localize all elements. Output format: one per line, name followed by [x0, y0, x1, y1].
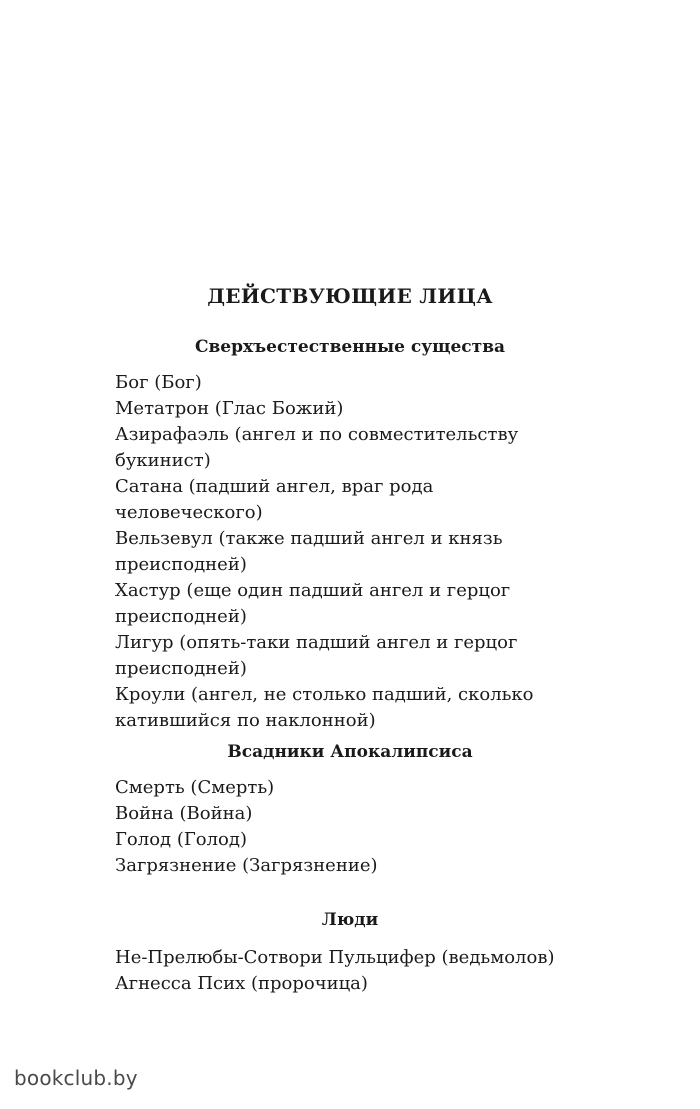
list-item: Кроули (ангел, не столько падший, сколько катившийся по наклонной) [115, 684, 534, 731]
section-heading-people: Люди [321, 910, 379, 930]
list-item: Бог (Бог) [115, 372, 202, 393]
list-item: Агнесса Псих (пророчица) [115, 973, 368, 994]
list-item: Голод (Голод) [115, 829, 247, 850]
list-item: Хастур (еще один падший ангел и герцог преисподней) [115, 580, 511, 627]
list-item: Не-Прелюбы-Сотвори Пульцифер (ведьмолов) [115, 947, 555, 968]
page-title: ДЕЙСТВУЮЩИЕ ЛИЦА [207, 284, 493, 308]
watermark-text: bookclub.by [14, 1066, 138, 1090]
list-item: Сатана (падший ангел, враг рода человеческого) [115, 476, 434, 523]
section-heading-supernatural: Сверхъестественные существа [194, 337, 506, 357]
list-item: Война (Война) [115, 803, 253, 824]
horsemen-list [115, 775, 585, 879]
list-item: Вельзевул (также падший ангел и князь преисподней) [115, 528, 503, 575]
list-item: Загрязнение (Загрязнение) [115, 855, 378, 876]
list-item: Лигур (опять-таки падший ангел и герцог преисподней) [115, 632, 518, 679]
list-item: Азирафаэль (ангел и по совместительству букинист) [115, 424, 519, 471]
supernatural-list [115, 370, 585, 734]
list-item: Метатрон (Глас Божий) [115, 398, 344, 419]
section-heading-horsemen: Всадники Апокалипсиса [227, 742, 473, 762]
people-list [115, 945, 585, 997]
list-item: Смерть (Смерть) [115, 777, 275, 798]
